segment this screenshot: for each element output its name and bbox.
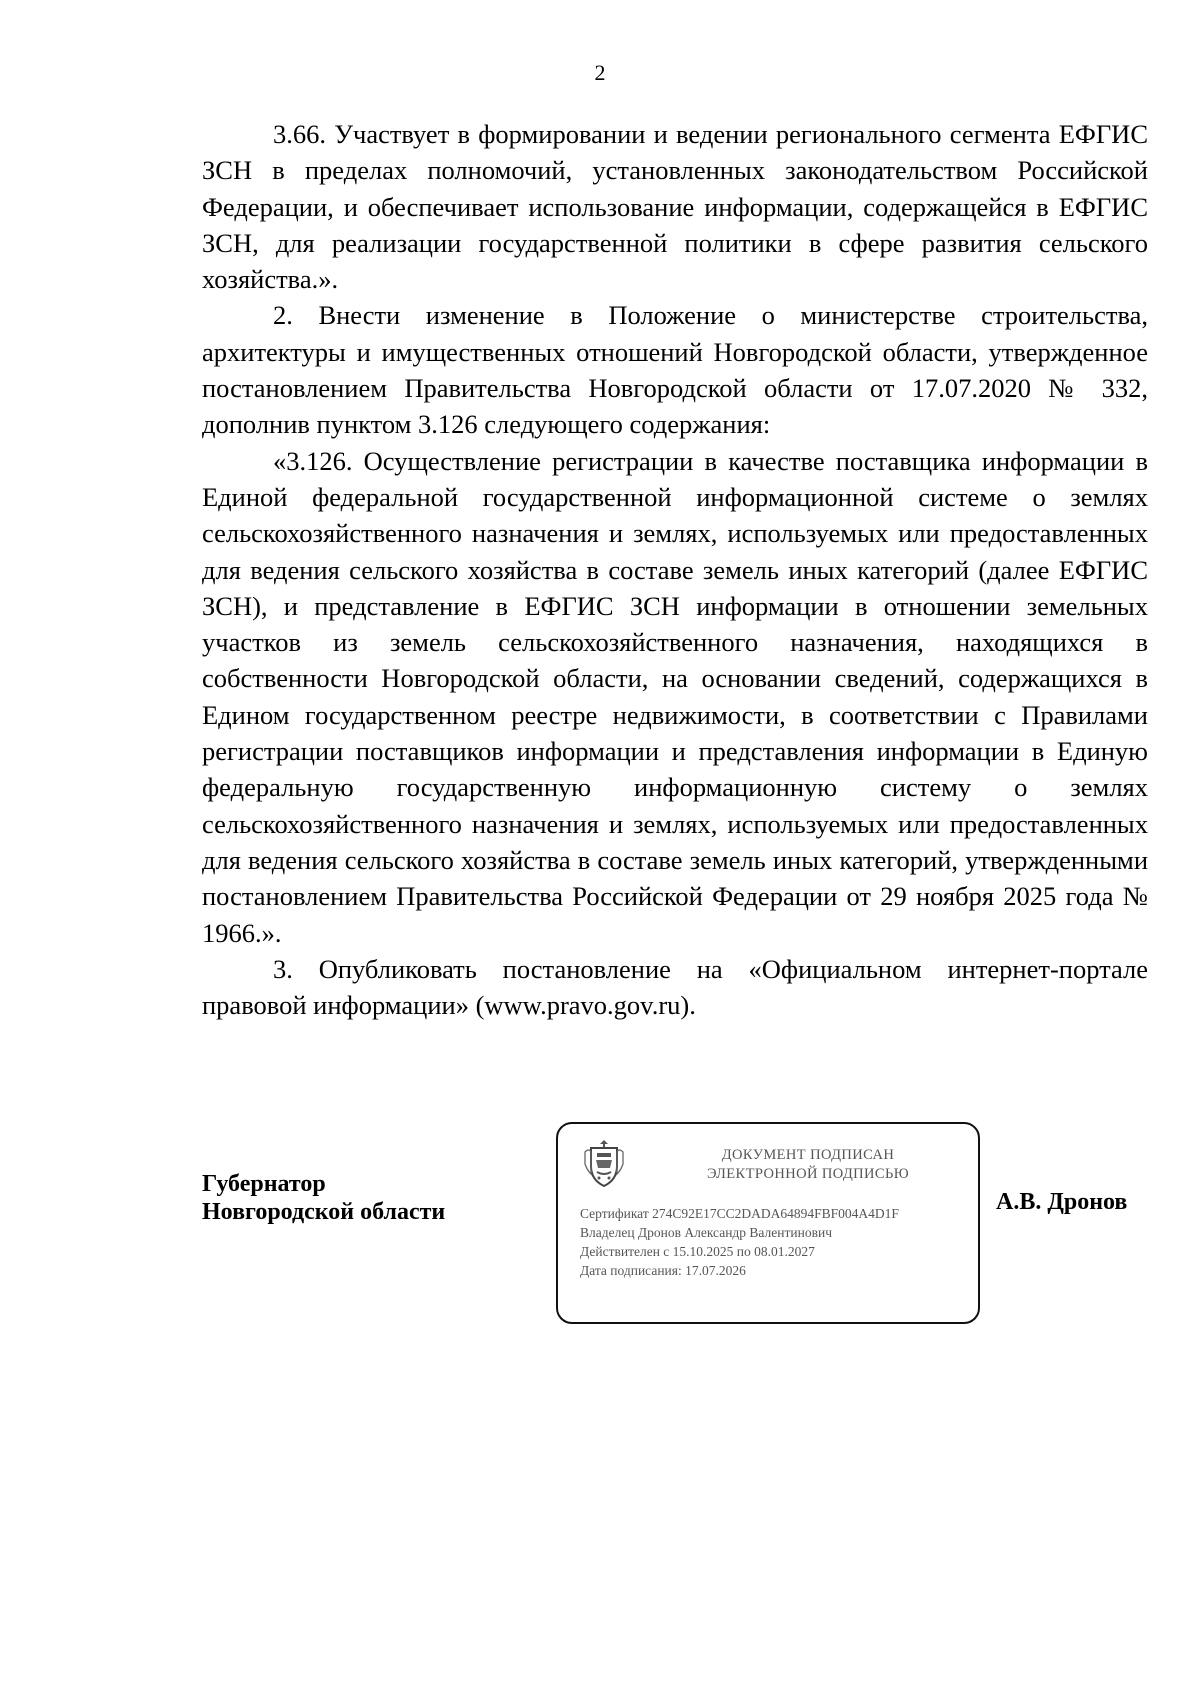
document-body: [202, 116, 1148, 1023]
stamp-heading: [658, 1146, 958, 1184]
stamp-signed-date: Дата подписания: 17.07.2026: [580, 1263, 746, 1278]
coat-of-arms-icon: [583, 1138, 625, 1188]
stamp-details: [580, 1204, 976, 1280]
page-number: 2: [594, 60, 606, 85]
stamp-owner: Владелец Дронов Александр Валентинович: [580, 1225, 832, 1240]
paragraph-3-126: «3.126. Осуществление регистрации в качестве поставщика информации в Единой федеральной государственной информационной системе о землях сельскохозяйственного назначения и землях, используемых или предоставленных для ведения сельского хозяйства в составе земель иных категорий (далее ЕФГИС ЗСН), и представление в ЕФГИС ЗСН информации в отношении земельных участков из земель сельскохозяйственного назначения, находящихся в собственности Новгородской области, на основании сведений, содержащихся в Едином государственном реестре недвижимости, в соответствии с Правилами регистрации поставщиков информации и представления информации в Единую федеральную государственную информационную систему о землях сельскохозяйственного назначения и землях, используемых или предоставленных для ведения сельского хозяйства в составе земель иных категорий, утвержденными постановлением Правительства Российской Федерации от 29 ноября 2025 года № 1966.».: [202, 445, 1148, 948]
signer-position-line-1: Губернатор: [202, 1171, 326, 1197]
stamp-heading-line-2: ЭЛЕКТРОННОЙ ПОДПИСЬЮ: [706, 1166, 910, 1182]
stamp-certificate: Сертификат 274C92E17CC2DADA64894FBF004A4D1F: [580, 1206, 899, 1221]
paragraph-item-2: 2. Внести изменение в Положение о министерстве строительства, архитектуры и имущественных отношений Новгородской области, утвержденное постановлением Правительства Новгородской области от 17.07.2020 № 332, дополнив пунктом 3.126 следующего содержания:: [202, 300, 1148, 440]
electronic-signature-stamp: [556, 1122, 980, 1324]
signer-name: А.В. Дронов: [996, 1189, 1128, 1215]
signer-position-line-2: Новгородской области: [202, 1199, 446, 1225]
stamp-validity: Действителен с 15.10.2025 по 08.01.2027: [580, 1244, 815, 1259]
stamp-heading-line-1: ДОКУМЕНТ ПОДПИСАН: [721, 1147, 895, 1163]
signer-position: [202, 1170, 445, 1226]
paragraph-3-66: 3.66. Участвует в формировании и ведении регионального сегмента ЕФГИС ЗСН в пределах полномочий, установленных законодательством Российской Федерации, и обеспечивает использование информации, содержащейся в ЕФГИС ЗСН, для реализации государственной политики в сфере развития сельского хозяйства.».: [202, 119, 1148, 295]
paragraph-item-3: 3. Опубликовать постановление на «Официальном интернет-портале правовой информации» (www.pravo.gov.ru).: [202, 953, 1148, 1021]
